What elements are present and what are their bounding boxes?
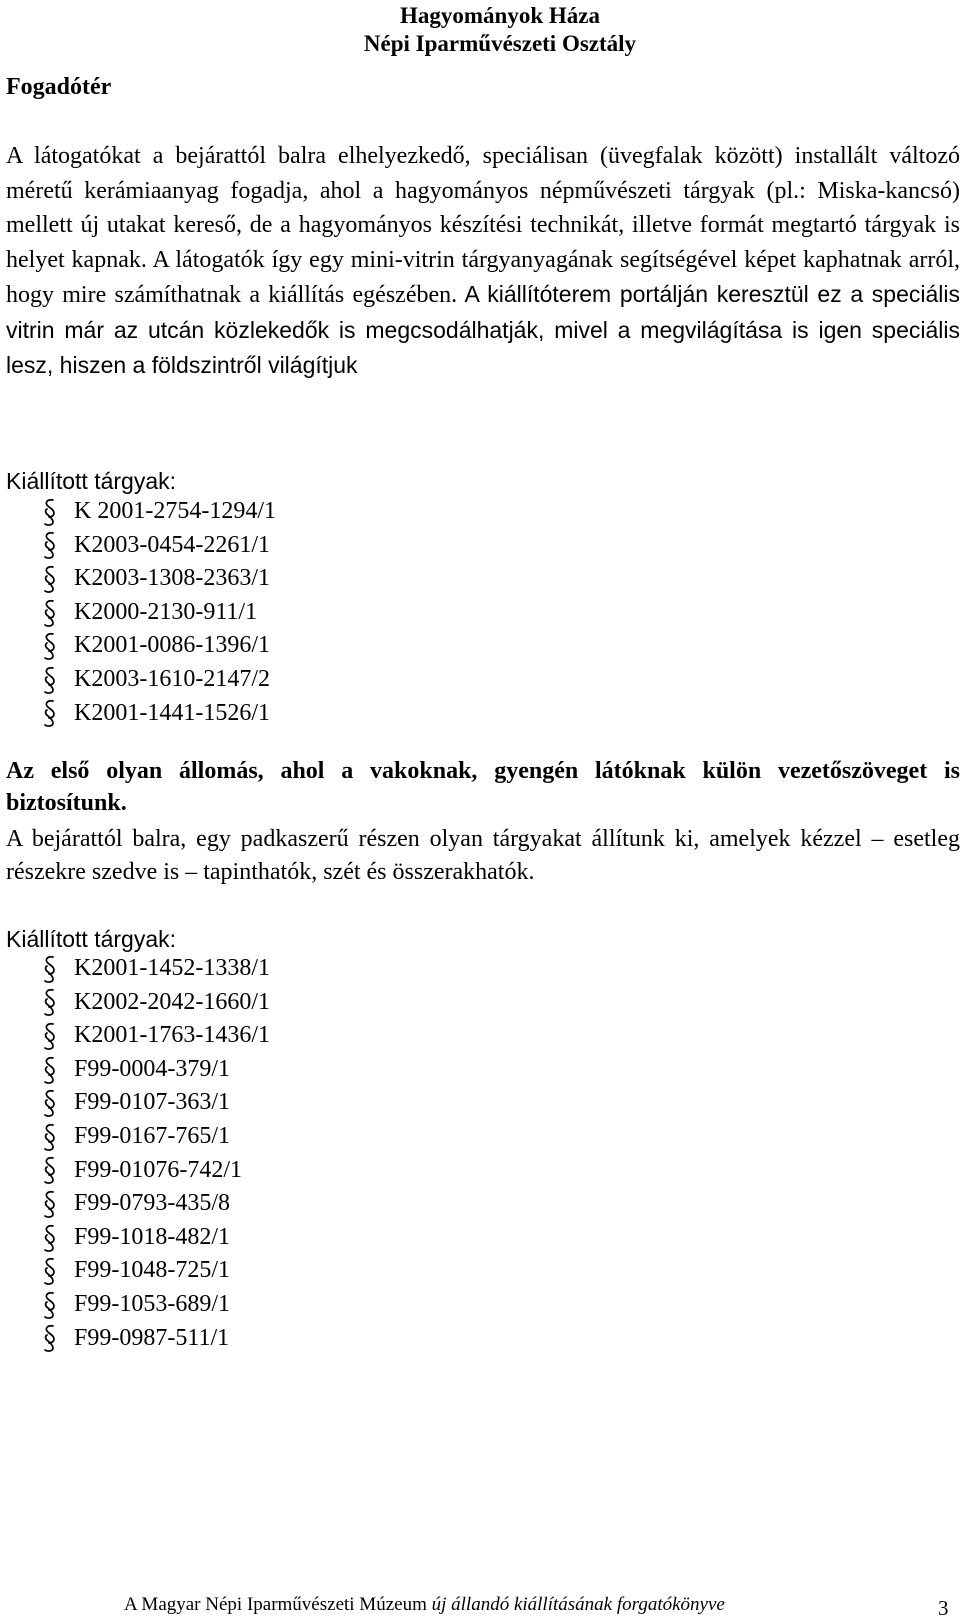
footer-italic: új állandó kiállításának forgatókönyve (431, 1594, 725, 1615)
intro-paragraph (6, 139, 960, 384)
section-sign-icon (42, 1089, 58, 1117)
list-item (42, 1221, 270, 1255)
section-sign-icon (42, 666, 58, 694)
list-item (42, 986, 270, 1020)
list-item-code: F99-0004-379/1 (74, 1055, 230, 1082)
list-item (42, 562, 276, 596)
list-item (42, 1322, 270, 1356)
list-item (42, 697, 276, 731)
page-number: 3 (938, 1596, 949, 1620)
section-sign-icon (42, 565, 58, 593)
list-item-code: F99-1048-725/1 (74, 1257, 230, 1284)
list-item-code: K2001-1441-1526/1 (74, 699, 270, 726)
section-sign-icon (42, 988, 58, 1016)
list-item (42, 1120, 270, 1154)
document-header (300, 2, 700, 58)
list2-heading: Kiállított tárgyak: (6, 926, 177, 952)
list-item-code: F99-1053-689/1 (74, 1290, 230, 1317)
list-item-code: K2003-0454-2261/1 (74, 531, 270, 558)
list-item-code: K2003-1610-2147/2 (74, 665, 270, 692)
exhibit-list-2 (42, 952, 270, 1355)
section-sign-icon (42, 1257, 58, 1285)
list-item (42, 663, 276, 697)
list-item-code: K2000-2130-911/1 (74, 598, 258, 625)
section-sign-icon (42, 1224, 58, 1252)
section-sign-icon (42, 632, 58, 660)
list-item (42, 1288, 270, 1322)
section-sign-icon (42, 1156, 58, 1184)
list-item-code: K 2001-2754-1294/1 (74, 498, 276, 524)
list-item (42, 1019, 270, 1053)
section-title: Fogadótér (6, 74, 112, 100)
header-institution: Hagyományok Háza (400, 3, 600, 28)
list-item-code: F99-0987-511/1 (74, 1324, 230, 1351)
list1-heading: Kiállított tárgyak: (6, 468, 177, 494)
list-item (42, 495, 276, 529)
list-item (42, 952, 270, 986)
tactile-paragraph: A bejárattól balra, egy padkaszerű részen olyan tárgyakat állítunk ki, amelyek kézzel – esetleg részekre szedve is – tapinthatók, szét és összerakhatók. (6, 826, 960, 885)
list-item-code: K2001-0086-1396/1 (74, 632, 270, 659)
section-sign-icon (42, 1123, 58, 1151)
list-item (42, 529, 276, 563)
list-item-code: F99-0793-435/8 (74, 1190, 230, 1217)
list-item (42, 1053, 270, 1087)
list-item (42, 596, 276, 630)
list-item (42, 1154, 270, 1188)
intro-paragraph-part1: A látogatókat a bejárattól balra elhelyezkedő, speciálisan (üvegfalak között) installált változó méretű kerámiaanyag fogadja, ahol a hagyományos népművészeti tárgyak (pl.: Miska-kancsó) mellett új utakat kereső, de a hagyományos készítési technikát, illetve formát megtartó tárgyak is helyet kapnak. A látogatók így egy mini-vitrin tárgyanyagának segítségével képet kaphatnak arról, hogy mire számíthatnak a kiállítás egészében. (6, 143, 960, 308)
list-item-code: F99-01076-742/1 (74, 1156, 242, 1183)
section-sign-icon (42, 1056, 58, 1084)
section-sign-icon (42, 599, 58, 627)
list-item (42, 1187, 270, 1221)
list-item-code: F99-0107-363/1 (74, 1089, 230, 1116)
list-item (42, 1086, 270, 1120)
list-item-code: K2001-1763-1436/1 (74, 1022, 270, 1049)
list-item-code: K2002-2042-1660/1 (74, 988, 270, 1015)
section-sign-icon (42, 498, 58, 526)
list-item-code: K2003-1308-2363/1 (74, 565, 270, 592)
section-sign-icon (42, 531, 58, 559)
section-sign-icon (42, 699, 58, 727)
footer-museum: A Magyar Népi Iparművészeti Múzeum (124, 1594, 432, 1615)
accessibility-paragraph: Az első olyan állomás, ahol a vakoknak, gyengén látóknak külön vezetőszöveget is biztosítunk. (6, 758, 960, 816)
list-item-code: F99-1018-482/1 (74, 1223, 230, 1250)
exhibit-list-1 (42, 495, 276, 730)
section-sign-icon (42, 1190, 58, 1218)
section-sign-icon (42, 1022, 58, 1050)
header-department: Népi Iparművészeti Osztály (363, 31, 637, 56)
list-item (42, 1254, 270, 1288)
page-footer (124, 1593, 725, 1617)
section-sign-icon (42, 955, 58, 983)
list-item (42, 629, 276, 663)
section-sign-icon (42, 1324, 58, 1352)
section-sign-icon (42, 1291, 58, 1319)
list-item-code: K2001-1452-1338/1 (74, 955, 270, 981)
list-item-code: F99-0167-765/1 (74, 1122, 230, 1149)
intro-paragraph-part2: A kiállítóterem portálján keresztül ez a speciális vitrin már az utcán közlekedők is megcsodálhatják, mivel a megvilágítása is igen speciális lesz, hiszen a földszintről világítjuk (6, 281, 960, 378)
